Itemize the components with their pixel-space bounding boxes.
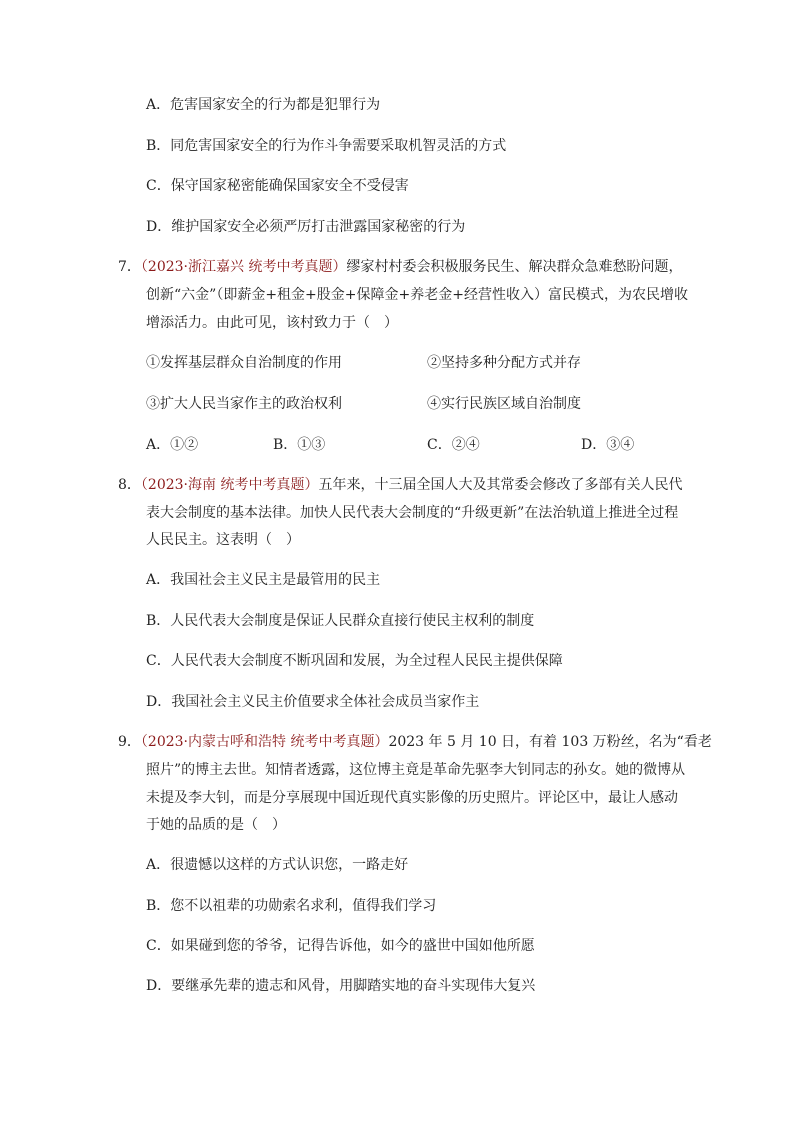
- q6-option-d: D．维护国家安全必须严厉打击泄露国家秘密的行为: [146, 219, 466, 235]
- q8-source: （2023·海南 统考中考真题）: [140, 477, 319, 493]
- q7-item-3: ③扩大人民当家作主的政治权利: [146, 396, 342, 412]
- q6-option-a: A．危害国家安全的行为都是犯罪行为: [146, 97, 381, 113]
- q7-stem-line1: [118, 257, 682, 277]
- q8-text-1: 五年来，十三届全国人大及其常委会修改了多部有关人民代: [318, 477, 683, 493]
- q8-stem-line3: 人民民主。这表明（ ）: [146, 532, 300, 548]
- q7-item-2: ②坚持多种分配方式并存: [427, 355, 581, 371]
- q6-option-b: B．同危害国家安全的行为作斗争需要采取机智灵活的方式: [146, 138, 507, 154]
- q9-stem-line4: 于她的品质的是（ ）: [146, 817, 286, 833]
- q7-stem-line3: 增添活力。由此可见，该村致力于（ ）: [146, 315, 398, 331]
- q7-option-c: C．②④: [427, 437, 480, 453]
- q9-text-1: 2023 年 5 月 10 日，有着 103 万粉丝，名为“看老: [388, 734, 712, 750]
- q9-option-b: B．您不以祖辈的功勋索名求利，值得我们学习: [146, 898, 437, 914]
- q9-option-a: A．很遗憾以这样的方式认识您，一路走好: [146, 857, 409, 873]
- q8-option-d: D．我国社会主义民主价值要求全体社会成员当家作主: [146, 694, 480, 710]
- q7-option-a: A．①②: [146, 437, 199, 453]
- q7-text-1: 缪家村村委会积极服务民生、解决群众急难愁盼问题，: [346, 259, 683, 275]
- q7-option-b: B．①③: [273, 437, 326, 453]
- q9-stem-line2: 照片”的博主去世。知情者透露，这位博主竟是革命先驱李大钊同志的孙女。她的微博从: [146, 762, 686, 778]
- q8-option-c: C．人民代表大会制度不断巩固和发展，为全过程人民民主提供保障: [146, 653, 563, 669]
- q7-item-1: ①发挥基层群众自治制度的作用: [146, 355, 342, 371]
- q8-option-b: B．人民代表大会制度是保证人民群众直接行使民主权利的制度: [146, 613, 535, 629]
- q8-option-a: A．我国社会主义民主是最管用的民主: [146, 572, 381, 588]
- q9-source: （2023·内蒙古呼和浩特 统考中考真题）: [140, 734, 389, 750]
- q7-item-4: ④实行民族区域自治制度: [427, 396, 581, 412]
- q9-option-d: D．要继承先辈的遗志和风骨，用脚踏实地的奋斗实现伟大复兴: [146, 978, 536, 994]
- q7-number: 7．: [118, 259, 141, 275]
- q9-number: 9．: [118, 734, 141, 750]
- q8-number: 8．: [118, 477, 141, 493]
- q6-option-c: C．保守国家秘密能确保国家安全不受侵害: [146, 178, 409, 194]
- q8-stem-line1: [118, 475, 682, 495]
- q9-stem-line3: 未提及李大钊，而是分享展现中国近现代真实影像的历史照片。评论区中，最让人感动: [146, 790, 678, 806]
- q9-stem-line1: [118, 732, 712, 752]
- q7-source: （2023·浙江嘉兴 统考中考真题）: [140, 259, 347, 275]
- q7-option-d: D．③④: [581, 437, 635, 453]
- q9-option-c: C．如果碰到您的爷爷，记得告诉他，如今的盛世中国如他所愿: [146, 938, 535, 954]
- q8-stem-line2: 表大会制度的基本法律。加快人民代表大会制度的“升级更新”在法治轨道上推进全过程: [146, 505, 679, 521]
- q7-stem-line2: 创新“六金”（即薪金+租金+股金+保障金+养老金+经营性收入）富民模式，为农民增收: [146, 287, 688, 303]
